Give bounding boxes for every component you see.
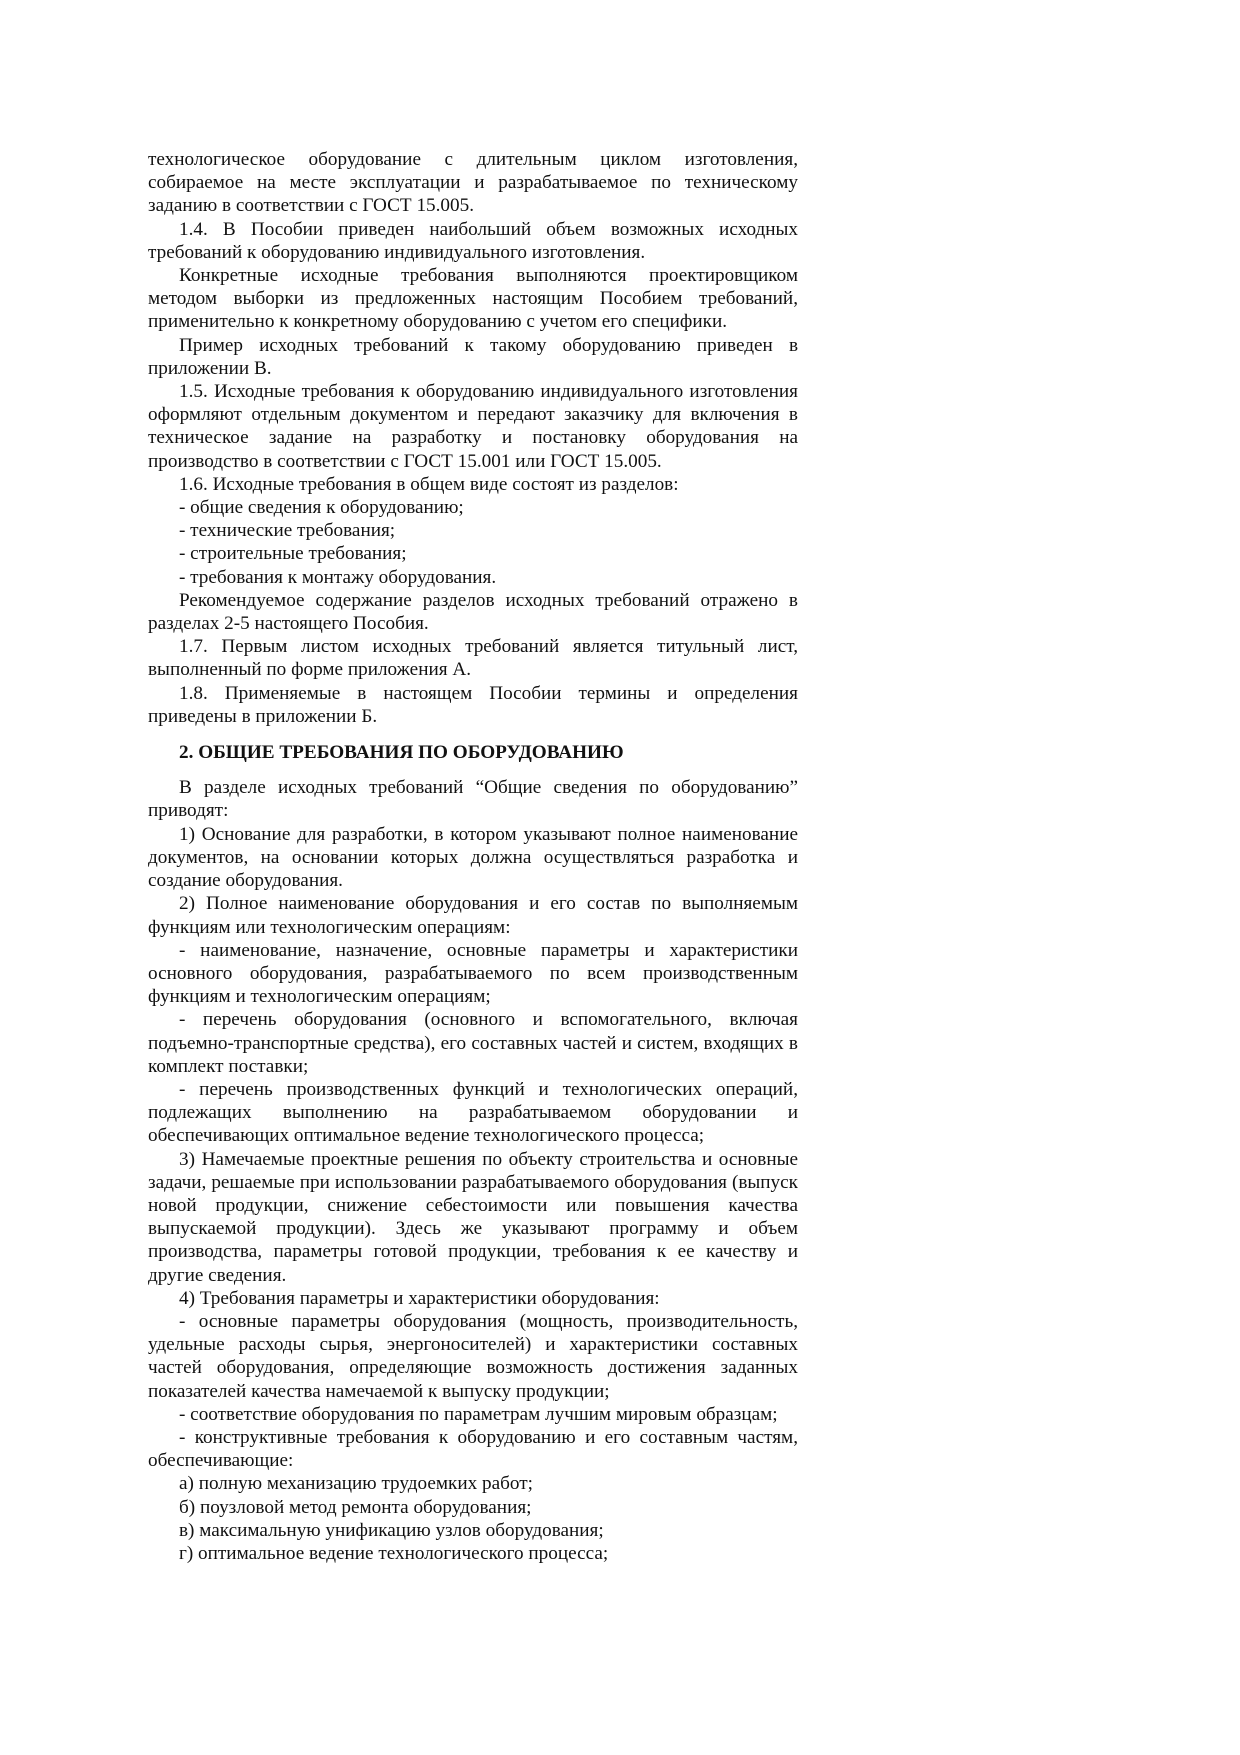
list-item-design-requirements: - конструктивные требования к оборудованию и его составным частям, обеспечивающие: [148,1426,798,1472]
paragraph-item-3: 3) Намечаемые проектные решения по объекту строительства и основные задачи, решаемые при использовании разрабатываемого оборудования (выпуск новой продукции, снижение себестоимости или повышения качества выпускаемой продукции). Здесь же указывают программу и объем производства, параметры готовой продукции, требования к ее качеству и другие сведения. [148,1148,798,1286]
paragraph-continuation: технологическое оборудование с длительным циклом изготовления, собираемое на месте эксплуатации и разрабатываемое по техническому заданию в соответствии с ГОСТ 15.005. [148,149,798,217]
paragraph-recommended-content: Рекомендуемое содержание разделов исходных требований отражено в разделах 2-5 настоящего Пособия. [148,589,798,635]
section-heading: 2. ОБЩИЕ ТРЕБОВАНИЯ ПО ОБОРУДОВАНИЮ [179,742,624,764]
paragraph-item-4: 4) Требования параметры и характеристики оборудования: [179,1287,660,1309]
list-item-functions-list: - перечень производственных функций и технологических операций, подлежащих выполнению на разрабатываемом оборудовании и обеспечивающих оптимальное ведение технологического процесса; [148,1078,798,1147]
paragraph-1-7: 1.7. Первым листом исходных требований является титульный лист, выполненный по форме приложения А. [148,636,798,681]
document-page [148,148,798,1565]
paragraph-1-8: 1.8. Применяемые в настоящем Пособии термины и определения приведены в приложении Б. [148,682,798,727]
paragraph-1-6: 1.6. Исходные требования в общем виде состоят из разделов: [179,473,679,495]
paragraph-specific-requirements: Конкретные исходные требования выполняются проектировщиком методом выборки из предложенных настоящим Пособием требований, применительно к конкретному оборудованию с учетом его специфики. [148,265,798,333]
list-item-equipment-list: - перечень оборудования (основного и вспомогательного, включая подъемно-транспортные средства), его составных частей и систем, входящих в комплект поставки; [148,1009,798,1077]
sub-item-b: б) поузловой метод ремонта оборудования; [179,1496,532,1518]
list-item-main-equipment: - наименование, назначение, основные параметры и характеристики основного оборудования, разрабатываемого по всем производственным функциям и технологическим операциям; [148,939,798,1008]
sub-item-a: а) полную механизацию трудоемких работ; [179,1473,533,1495]
sub-item-v: в) максимальную унификацию узлов оборудования; [179,1519,604,1541]
paragraph-item-2: 2) Полное наименование оборудования и его состав по выполняемым функциям или технологическим операциям: [148,893,798,938]
list-item-main-parameters: - основные параметры оборудования (мощность, производительность, удельные расходы сырья, энергоносителей) и характеристики составных частей оборудования, определяющие возможность достижения заданных показателей качества намечаемой к выпуску продукции; [148,1310,798,1402]
paragraph-example: Пример исходных требований к такому оборудованию приведен в приложении В. [148,334,798,379]
paragraph-1-5: 1.5. Исходные требования к оборудованию индивидуального изготовления оформляют отдельным документом и передают заказчику для включения в техническое задание на разработку и постановку оборудования на производство в соответствии с ГОСТ 15.001 или ГОСТ 15.005. [148,381,798,472]
paragraph-item-1: 1) Основание для разработки, в котором указывают полное наименование документов, на основании которых должна осуществляться разработка и создание оборудования. [148,823,798,892]
list-item-technical: - технические требования; [179,520,396,542]
paragraph-1-4: 1.4. В Пособии приведен наибольший объем возможных исходных требований к оборудованию индивидуального изготовления. [148,218,798,263]
list-item-world-standards: - соответствие оборудования по параметрам лучшим мировым образцам; [179,1403,778,1425]
list-item-construction: - строительные требования; [179,543,407,565]
sub-item-g: г) оптимальное ведение технологического процесса; [179,1542,609,1564]
paragraph-section-intro: В разделе исходных требований “Общие сведения по оборудованию” приводят: [148,777,798,822]
list-item-general-info: - общие сведения к оборудованию; [179,497,464,519]
list-item-installation: - требования к монтажу оборудования. [179,566,497,588]
